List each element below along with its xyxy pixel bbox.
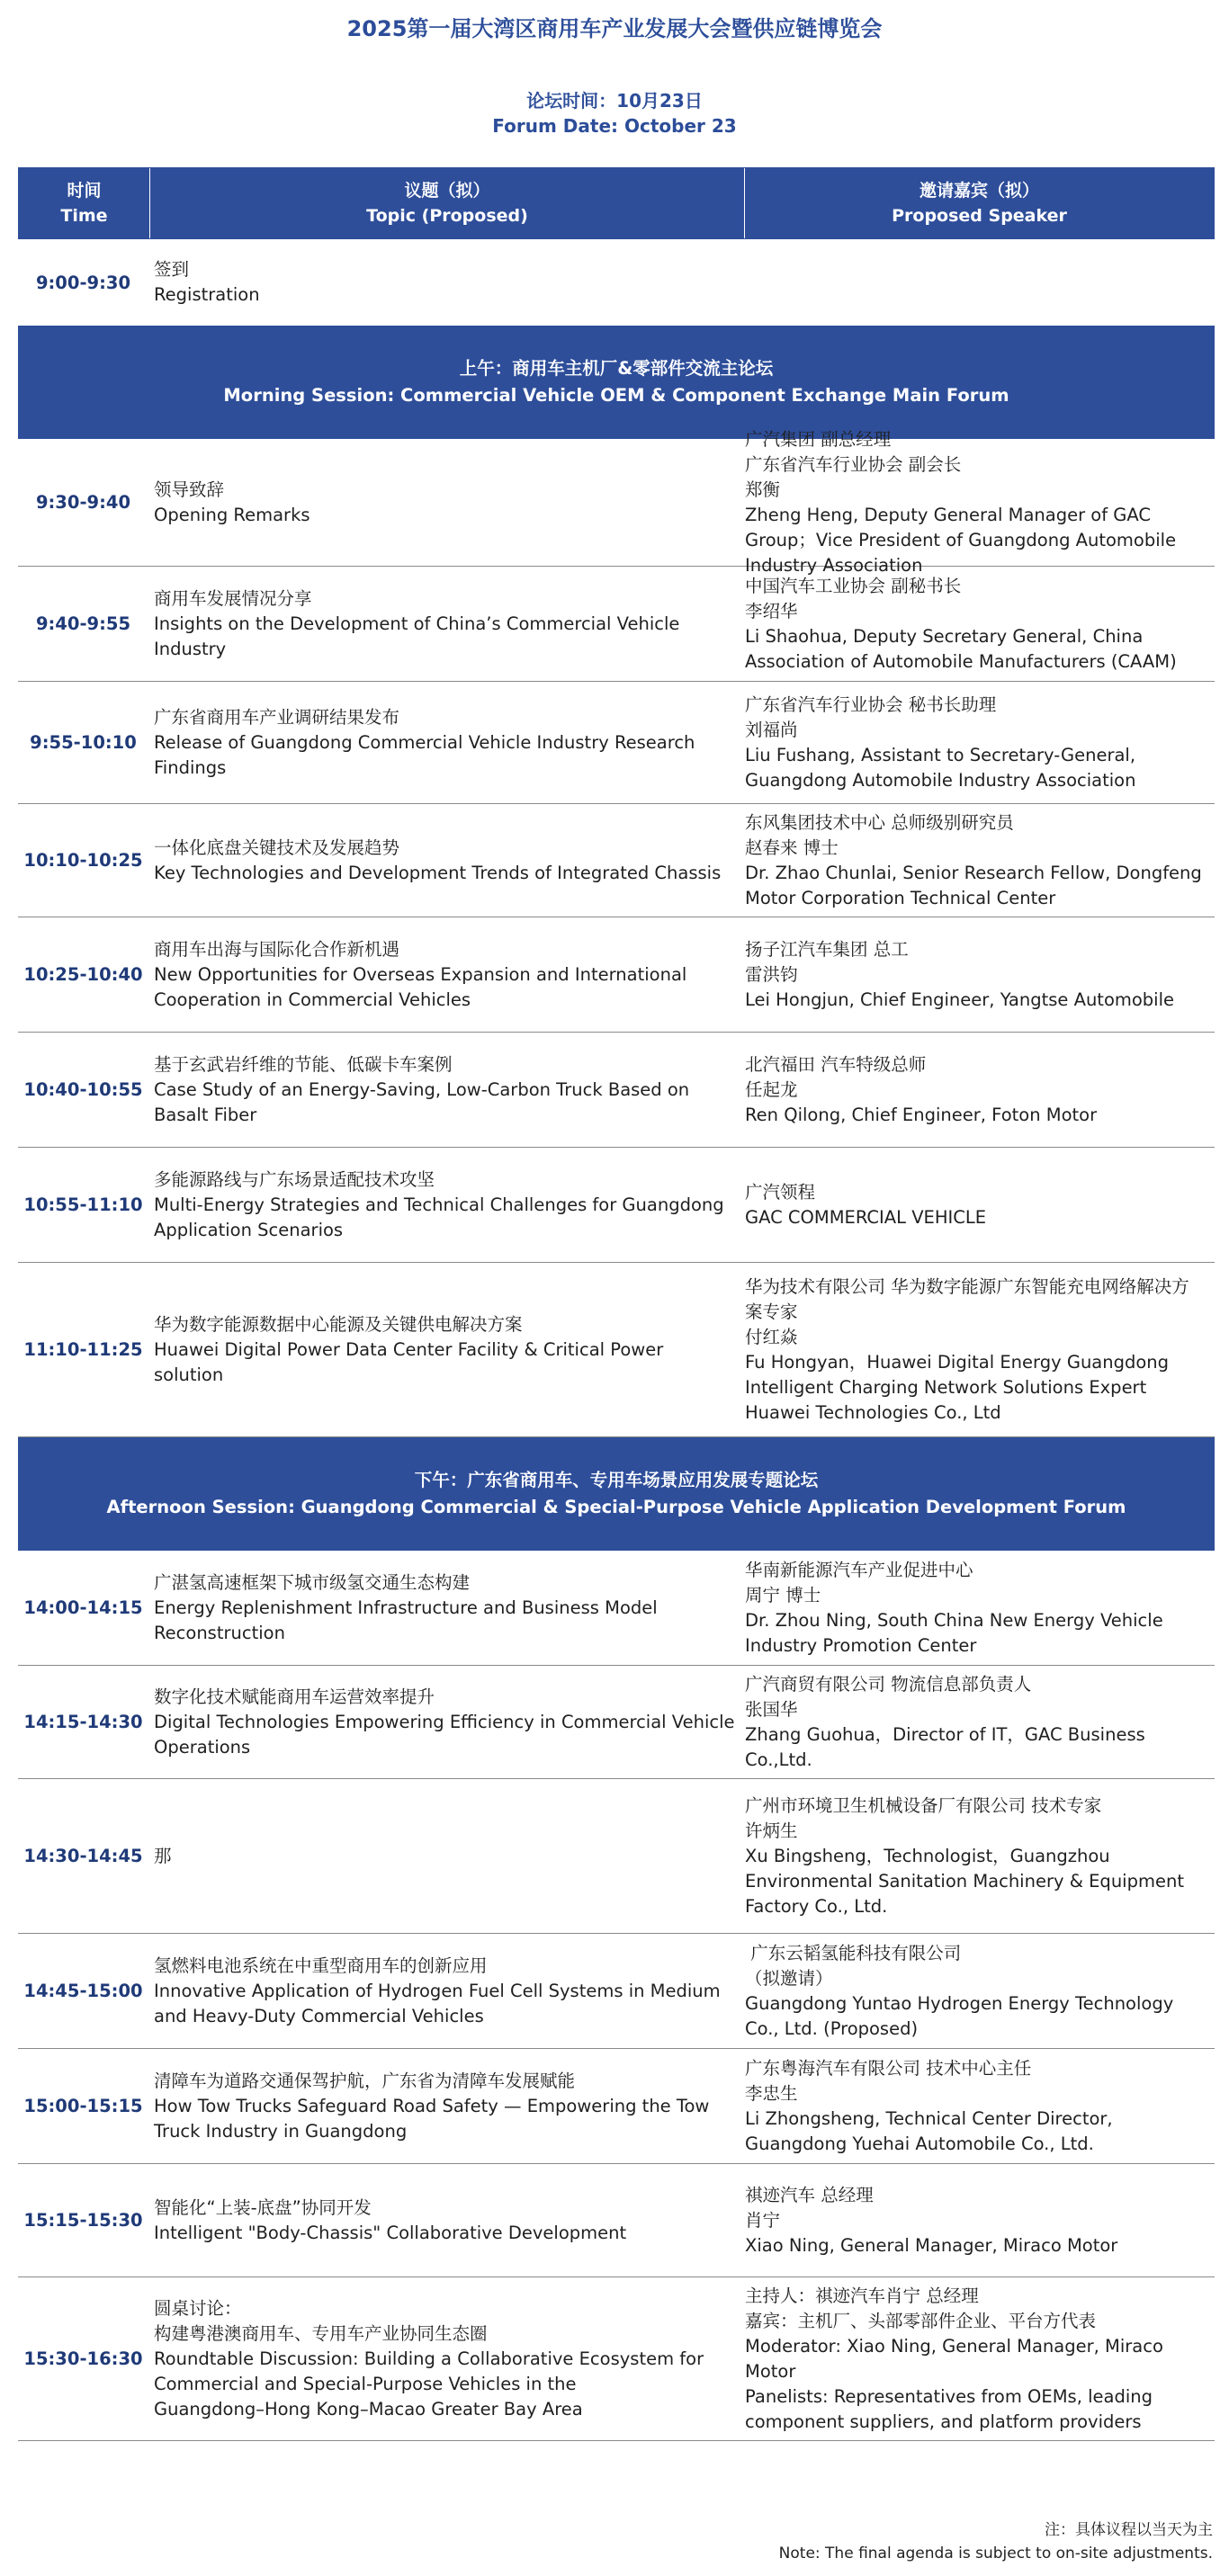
row-speaker: [742, 2277, 1215, 2440]
speaker-line: Co.,Ltd.: [745, 1749, 812, 1770]
forum-date-cn: 论坛时间：10月23日: [526, 90, 703, 112]
speaker-line: 广汽商贸有限公司 物流信息部负责人: [745, 1673, 1032, 1695]
header-topic-cn: 议题（拟）: [404, 181, 490, 201]
speaker-line: 李忠生: [745, 2082, 798, 2104]
speaker-line: 东风集团技术中心 总师级别研究员: [745, 811, 1014, 833]
row-time: 14:30-14:45: [23, 1846, 143, 1866]
row-speaker: [742, 1779, 1215, 1933]
forum-date-en: Forum Date: October 23: [492, 115, 737, 137]
topic-line: Truck Industry in Guangdong: [154, 2120, 408, 2142]
row-speaker: [742, 428, 1215, 576]
row-time: 15:00-15:15: [23, 2096, 143, 2116]
header-speaker-en: Proposed Speaker: [892, 206, 1067, 226]
row-topic: [148, 917, 742, 1032]
speaker-line: Zhang Guohua，Director of IT，GAC Business: [745, 1723, 1145, 1745]
speaker-line: Liu Fushang, Assistant to Secretary-General,: [745, 744, 1136, 765]
row-time: 9:40-9:55: [35, 613, 131, 634]
speaker-line: Panelists: Representatives from OEMs, leading: [745, 2385, 1153, 2407]
row-topic: [148, 682, 742, 803]
speaker-line: 郑衡: [745, 479, 781, 500]
speaker-line: 雷洪钧: [745, 963, 798, 985]
row-time: 9:55-10:10: [30, 732, 137, 753]
speaker-line: Group；Vice President of Guangdong Automobile: [745, 529, 1177, 550]
row-topic: [148, 2277, 742, 2440]
speaker-line: Huawei Technologies Co., Ltd: [745, 1401, 1001, 1423]
afternoon-session-banner-cn: 下午：广东省商用车、专用车场景应用发展专题论坛: [414, 1470, 819, 1490]
row-speaker: [742, 1033, 1215, 1147]
table-row: [18, 567, 1215, 682]
row-topic: [148, 1779, 742, 1933]
row-speaker: [742, 804, 1215, 917]
agenda-table: [18, 167, 1215, 2441]
speaker-line: Guangdong Yuntao Hydrogen Energy Technology: [745, 1992, 1174, 2014]
afternoon-session-banner-en: Afternoon Session: Guangdong Commercial & Special-Purpose Vehicle Application Development Forum: [106, 1497, 1126, 1517]
agenda-rows: [18, 239, 1215, 2441]
topic-line: Huawei Digital Power Data Center Facility & Critical Power: [154, 1338, 664, 1360]
speaker-line: 广东云韬氢能科技有限公司: [745, 1942, 962, 1963]
table-row: [18, 239, 1215, 326]
topic-line: 构建粤港澳商用车、专用车产业协同生态圈: [154, 2322, 488, 2344]
table-row: [18, 2164, 1215, 2277]
row-speaker: [742, 682, 1215, 803]
topic-line: Cooperation in Commercial Vehicles: [154, 988, 471, 1010]
speaker-line: 肖宁: [745, 2209, 781, 2231]
row-time: 14:00-14:15: [23, 1597, 143, 1618]
row-time: 15:30-16:30: [23, 2348, 143, 2369]
table-row: [18, 1263, 1215, 1437]
speaker-line: 张国华: [745, 1698, 798, 1720]
topic-line: 多能源路线与广东场景适配技术攻坚: [154, 1168, 435, 1190]
table-row: [18, 1148, 1215, 1263]
page-title: 2025第一届大湾区商用车产业发展大会暨供应链博览会: [346, 16, 883, 41]
speaker-line: Industry Promotion Center: [745, 1634, 977, 1656]
speaker-line: Motor Corporation Technical Center: [745, 887, 1056, 908]
table-row: [18, 1666, 1215, 1779]
row-time: 14:15-14:30: [23, 1712, 143, 1732]
afternoon-session-banner: [18, 1437, 1215, 1551]
row-time: 14:45-15:00: [23, 1981, 143, 2001]
topic-line: 广湛氢高速框架下城市级氢交通生态构建: [154, 1571, 471, 1593]
speaker-line: Intelligent Charging Network Solutions Expert: [745, 1376, 1147, 1398]
speaker-line: GAC COMMERCIAL VEHICLE: [745, 1206, 987, 1228]
row-topic: [148, 1263, 742, 1436]
row-topic: [148, 804, 742, 917]
topic-line: Basalt Fiber: [154, 1104, 257, 1125]
row-time: 10:55-11:10: [23, 1194, 143, 1215]
speaker-line: Dr. Zhou Ning, South China New Energy Vehicle: [745, 1609, 1163, 1631]
header-time: [19, 168, 150, 238]
speaker-line: 广汽集团 副总经理: [745, 428, 892, 450]
topic-line: Commercial and Special-Purpose Vehicles in the: [154, 2373, 577, 2394]
speaker-line: Guangdong Automobile Industry Association: [745, 769, 1136, 791]
morning-session-banner-en: Morning Session: Commercial Vehicle OEM & Component Exchange Main Forum: [223, 385, 1009, 406]
topic-line: Findings: [154, 756, 227, 778]
speaker-line: Xu Bingsheng，Technologist，Guangzhou: [745, 1845, 1110, 1866]
speaker-line: 华南新能源汽车产业促进中心: [745, 1559, 973, 1580]
speaker-line: 中国汽车工业协会 副秘书长: [745, 575, 962, 596]
speaker-line: 许炳生: [745, 1820, 798, 1841]
row-topic: [148, 1148, 742, 1262]
morning-session-banner: [18, 326, 1215, 439]
speaker-line: 付红焱: [745, 1326, 798, 1347]
topic-line: Opening Remarks: [154, 504, 310, 525]
speaker-line: Guangdong Yuehai Automobile Co., Ltd.: [745, 2133, 1094, 2154]
speaker-line: 任起龙: [745, 1078, 798, 1100]
speaker-line: 华为技术有限公司 华为数字能源广东智能充电网络解决方: [745, 1275, 1189, 1297]
speaker-line: 广汽领程: [745, 1181, 816, 1203]
row-speaker: [742, 917, 1215, 1032]
speaker-line: 嘉宾：主机厂、头部零部件企业、平台方代表: [745, 2310, 1097, 2331]
speaker-line: 主持人：祺迹汽车肖宁 总经理: [745, 2285, 979, 2306]
topic-line: Energy Replenishment Infrastructure and Business Model: [154, 1597, 658, 1618]
header-topic: [150, 168, 745, 238]
topic-line: 那: [154, 1845, 172, 1866]
speaker-line: 扬子江汽车集团 总工: [745, 938, 909, 960]
speaker-line: Li Zhongsheng, Technical Center Director,: [745, 2107, 1113, 2129]
header-time-cn: 时间: [67, 181, 102, 201]
row-time: 9:30-9:40: [35, 492, 131, 513]
speaker-line: 广州市环境卫生机械设备厂有限公司 技术专家: [745, 1794, 1102, 1816]
speaker-line: Co., Ltd. (Proposed): [745, 2017, 919, 2039]
table-row: [18, 428, 1215, 576]
topic-line: Multi-Energy Strategies and Technical Challenges for Guangdong: [154, 1194, 724, 1215]
row-speaker: [742, 1263, 1215, 1436]
row-topic: [148, 439, 742, 566]
footnote: [779, 2518, 1213, 2565]
topic-line: Digital Technologies Empowering Efficiency in Commercial Vehicle: [154, 1711, 735, 1732]
speaker-line: Motor: [745, 2360, 796, 2382]
row-topic: [148, 1934, 742, 2048]
header-speaker-cn: 邀请嘉宾（拟）: [919, 181, 1039, 201]
table-row: [18, 804, 1215, 917]
speaker-line: 赵春来 博士: [745, 836, 839, 858]
morning-session-banner-cn: 上午：商用车主机厂&零部件交流主论坛: [459, 358, 774, 379]
topic-line: 华为数字能源数据中心能源及关键供电解决方案: [154, 1313, 523, 1335]
topic-line: Intelligent "Body-Chassis" Collaborative Development: [154, 2222, 627, 2243]
topic-line: Application Scenarios: [154, 1219, 344, 1240]
topic-line: Key Technologies and Development Trends of Integrated Chassis: [154, 862, 722, 883]
row-time: 9:00-9:30: [35, 272, 131, 293]
speaker-line: Environmental Sanitation Machinery & Equipment: [745, 1870, 1184, 1892]
note-en: Note: The final agenda is subject to on-site adjustments.: [778, 2545, 1213, 2563]
row-time: 15:15-15:30: [23, 2210, 143, 2231]
row-speaker: [742, 1148, 1215, 1262]
table-header: [18, 167, 1215, 239]
topic-line: 领导致辞: [154, 479, 225, 500]
row-topic: [148, 1033, 742, 1147]
row-speaker: [742, 1666, 1215, 1778]
header-time-en: Time: [60, 206, 108, 226]
topic-line: 广东省商用车产业调研结果发布: [154, 706, 400, 728]
header-speaker: [745, 168, 1214, 238]
speaker-line: 广东省汽车行业协会 秘书长助理: [745, 693, 997, 715]
topic-line: Industry: [154, 638, 227, 659]
table-row: [18, 1551, 1215, 1666]
note-cn: 注：具体议程以当天为主: [1045, 2521, 1213, 2539]
topic-line: and Heavy-Duty Commercial Vehicles: [154, 2005, 484, 2026]
topic-line: 清障车为道路交通保驾护航，广东省为清障车发展赋能: [154, 2070, 576, 2091]
row-time: 10:40-10:55: [23, 1079, 143, 1100]
topic-line: 商用车出海与国际化合作新机遇: [154, 938, 400, 960]
topic-line: Roundtable Discussion: Building a Collaborative Ecosystem for: [154, 2348, 704, 2369]
row-time: 10:25-10:40: [23, 964, 143, 985]
row-topic: [148, 567, 742, 681]
topic-line: Release of Guangdong Commercial Vehicle Industry Research: [154, 731, 695, 753]
row-topic: [148, 1666, 742, 1778]
speaker-line: Moderator: Xiao Ning, General Manager, Miraco: [745, 2335, 1163, 2357]
topic-line: Registration: [154, 284, 260, 305]
row-speaker: [742, 239, 1215, 326]
topic-line: 圆桌讨论：: [154, 2297, 242, 2319]
topic-line: Operations: [154, 1736, 251, 1758]
speaker-line: 北汽福田 汽车特级总师: [745, 1053, 927, 1075]
speaker-line: Factory Co., Ltd.: [745, 1895, 888, 1917]
topic-line: solution: [154, 1364, 224, 1385]
table-row: [18, 682, 1215, 804]
table-row: [18, 1033, 1215, 1148]
topic-line: 商用车发展情况分享: [154, 587, 312, 609]
row-speaker: [742, 1551, 1215, 1665]
speaker-line: 周宁 博士: [745, 1584, 821, 1606]
row-time: 10:10-10:25: [23, 850, 143, 871]
speaker-line: Lei Hongjun, Chief Engineer, Yangtse Automobile: [745, 988, 1175, 1010]
speaker-line: Xiao Ning, General Manager, Miraco Motor: [745, 2234, 1118, 2256]
speaker-line: 祺迹汽车 总经理: [745, 2184, 874, 2205]
table-row: [18, 917, 1215, 1033]
table-row: [18, 1934, 1215, 2049]
topic-line: 氢燃料电池系统在中重型商用车的创新应用: [154, 1954, 488, 1976]
table-row: [18, 2049, 1215, 2164]
row-topic: [148, 1551, 742, 1665]
topic-line: 智能化“上装-底盘”协同开发: [154, 2196, 372, 2218]
topic-line: 数字化技术赋能商用车运营效率提升: [154, 1686, 435, 1707]
topic-line: 一体化底盘关键技术及发展趋势: [154, 836, 400, 858]
header-topic-en: Topic (Proposed): [366, 206, 528, 226]
topic-line: Case Study of an Energy-Saving, Low-Carbon Truck Based on: [154, 1078, 690, 1100]
speaker-line: Association of Automobile Manufacturers (CAAM): [745, 650, 1177, 672]
table-row: [18, 2277, 1215, 2441]
speaker-line: （拟邀请）: [745, 1967, 833, 1989]
topic-line: New Opportunities for Overseas Expansion and International: [154, 963, 687, 985]
speaker-line: 广东省汽车行业协会 副会长: [745, 453, 962, 475]
topic-line: 签到: [154, 259, 190, 280]
speaker-line: component suppliers, and platform providers: [745, 2411, 1142, 2432]
speaker-line: 李绍华: [745, 600, 798, 622]
topic-line: Innovative Application of Hydrogen Fuel Cell Systems in Medium: [154, 1980, 721, 2001]
speaker-line: Industry Association: [745, 554, 923, 576]
topic-line: 基于玄武岩纤维的节能、低碳卡车案例: [154, 1053, 453, 1075]
topic-line: Insights on the Development of China’s Commercial Vehicle: [154, 613, 680, 634]
row-speaker: [742, 2164, 1215, 2276]
row-speaker: [742, 567, 1215, 681]
row-topic: [148, 2049, 742, 2163]
speaker-line: Fu Hongyan，Huawei Digital Energy Guangdong: [745, 1351, 1170, 1373]
speaker-line: Li Shaohua, Deputy Secretary General, China: [745, 625, 1144, 647]
table-row: [18, 1779, 1215, 1934]
row-speaker: [742, 1934, 1215, 2048]
row-speaker: [742, 2049, 1215, 2163]
speaker-line: 广东粤海汽车有限公司 技术中心主任: [745, 2057, 1032, 2079]
speaker-line: 案专家: [745, 1301, 798, 1322]
row-topic: [148, 239, 742, 326]
speaker-line: Dr. Zhao Chunlai, Senior Research Fellow, Dongfeng: [745, 862, 1202, 883]
speaker-line: Zheng Heng, Deputy General Manager of GAC: [745, 504, 1152, 525]
topic-line: How Tow Trucks Safeguard Road Safety — Empowering the Tow: [154, 2095, 710, 2116]
speaker-line: Ren Qilong, Chief Engineer, Foton Motor: [745, 1104, 1098, 1125]
forum-date: [0, 88, 1229, 139]
row-time: 11:10-11:25: [23, 1339, 143, 1360]
speaker-line: 刘福尚: [745, 719, 798, 740]
row-topic: [148, 2164, 742, 2276]
topic-line: Reconstruction: [154, 1622, 285, 1643]
topic-line: Guangdong–Hong Kong–Macao Greater Bay Area: [154, 2398, 583, 2419]
